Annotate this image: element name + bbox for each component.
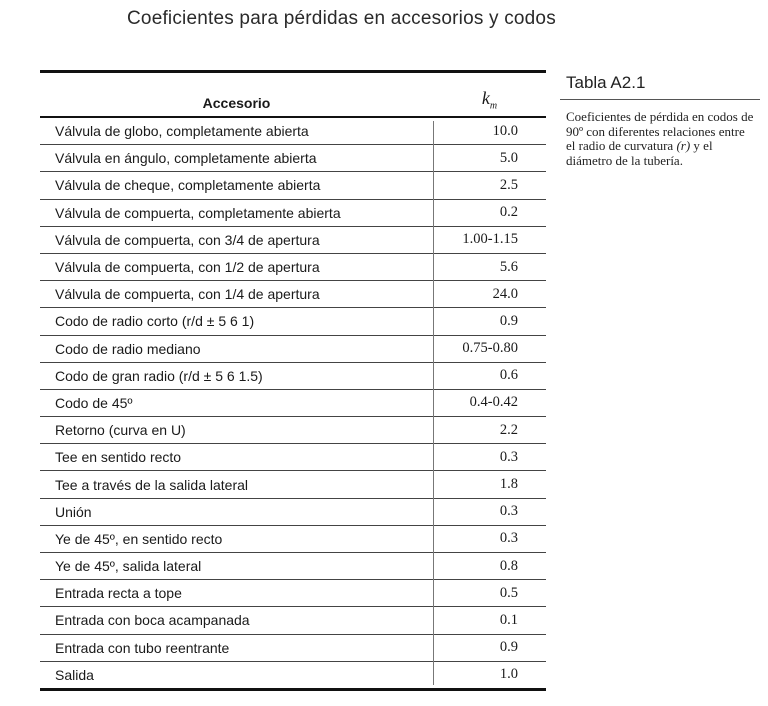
table-row <box>40 200 546 227</box>
table-row <box>40 336 546 363</box>
table-row <box>40 662 546 688</box>
cell-accesorio: Ye de 45º, salida lateral <box>55 558 202 575</box>
table-body <box>40 118 546 688</box>
table-row <box>40 553 546 580</box>
cell-km: 0.3 <box>499 503 518 520</box>
cell-accesorio: Válvula en ángulo, completamente abierta <box>55 150 317 167</box>
cell-accesorio: Codo de radio corto (r/d ± 5 6 1) <box>55 313 255 330</box>
cell-km: 0.9 <box>499 312 518 329</box>
table-row <box>40 607 546 634</box>
caption-text-start: Coeficientes de pérdida en codos de 90º con diferentes relaciones entre el radio de curvatura <box>566 109 754 153</box>
cell-accesorio: Válvula de compuerta, con 1/4 de apertura <box>55 286 320 303</box>
km-symbol: k <box>481 88 490 109</box>
cell-accesorio: Entrada recta a tope <box>55 585 182 602</box>
cell-accesorio: Codo de radio mediano <box>55 340 201 357</box>
cell-accesorio: Retorno (curva en U) <box>55 422 186 439</box>
cell-accesorio: Tee a través de la salida lateral <box>55 476 248 493</box>
caption-text-end: y el diámetro de la tubería. <box>566 138 713 168</box>
cell-accesorio: Válvula de compuerta, completamente abierta <box>55 204 341 221</box>
column-header-accesorio: Accesorio <box>202 95 271 111</box>
cell-km: 24.0 <box>492 285 518 302</box>
caption-radius-symbol: (r) <box>676 138 691 153</box>
cell-accesorio: Codo de 45º <box>55 394 133 411</box>
cell-km: 0.4-0.42 <box>469 394 518 411</box>
cell-km: 0.1 <box>499 611 518 628</box>
cell-km: 0.3 <box>499 448 518 465</box>
cell-km: 5.0 <box>499 149 518 166</box>
cell-km: 0.6 <box>499 367 518 384</box>
cell-km: 0.3 <box>499 530 518 547</box>
cell-accesorio: Salida <box>55 666 94 683</box>
cell-km: 10.0 <box>492 122 518 139</box>
table-bottom-rule <box>40 688 546 691</box>
cell-accesorio: Ye de 45º, en sentido recto <box>55 530 223 547</box>
table-row <box>40 308 546 335</box>
cell-km: 2.2 <box>499 421 518 438</box>
table-row <box>40 363 546 390</box>
cell-km: 0.2 <box>499 204 518 221</box>
cell-accesorio: Válvula de cheque, completamente abierta <box>55 177 321 194</box>
table-row <box>40 444 546 471</box>
cell-accesorio: Válvula de compuerta, con 3/4 de apertura <box>55 231 320 248</box>
table-row <box>40 254 546 281</box>
table-row <box>40 526 546 553</box>
cell-km: 2.5 <box>499 176 518 193</box>
table-row <box>40 390 546 417</box>
column-separator <box>433 121 434 685</box>
cell-km: 5.6 <box>499 258 518 275</box>
km-subscript: m <box>489 101 498 112</box>
cell-accesorio: Entrada con tubo reentrante <box>55 639 230 656</box>
cell-km: 0.75-0.80 <box>462 340 518 357</box>
cell-km: 1.00-1.15 <box>462 231 518 248</box>
table-label-rule <box>560 99 760 100</box>
table-row <box>40 417 546 444</box>
loss-coefficient-table <box>40 70 546 691</box>
table-caption <box>566 110 756 168</box>
cell-accesorio: Válvula de compuerta, con 1/2 de apertura <box>55 259 320 276</box>
column-header-km <box>433 88 546 115</box>
page-title: Coeficientes para pérdidas en accesorios y codos <box>127 8 556 29</box>
table-row <box>40 580 546 607</box>
table-row <box>40 635 546 662</box>
cell-km: 0.5 <box>499 584 518 601</box>
cell-accesorio: Unión <box>55 503 92 520</box>
table-row <box>40 227 546 254</box>
table-label: Tabla A2.1 <box>566 73 646 92</box>
cell-km: 1.8 <box>499 476 518 493</box>
table-row <box>40 145 546 172</box>
table-row <box>40 499 546 526</box>
cell-km: 0.8 <box>499 557 518 574</box>
table-row <box>40 471 546 498</box>
table-row <box>40 281 546 308</box>
table-row <box>40 118 546 145</box>
table-header-row <box>40 73 546 118</box>
cell-accesorio: Tee en sentido recto <box>55 449 182 466</box>
cell-km: 0.9 <box>499 639 518 656</box>
cell-accesorio: Entrada con boca acampanada <box>55 612 250 629</box>
cell-accesorio: Codo de gran radio (r/d ± 5 6 1.5) <box>55 367 263 384</box>
table-row <box>40 172 546 199</box>
cell-accesorio: Válvula de globo, completamente abierta <box>55 123 309 140</box>
cell-km: 1.0 <box>499 666 518 683</box>
